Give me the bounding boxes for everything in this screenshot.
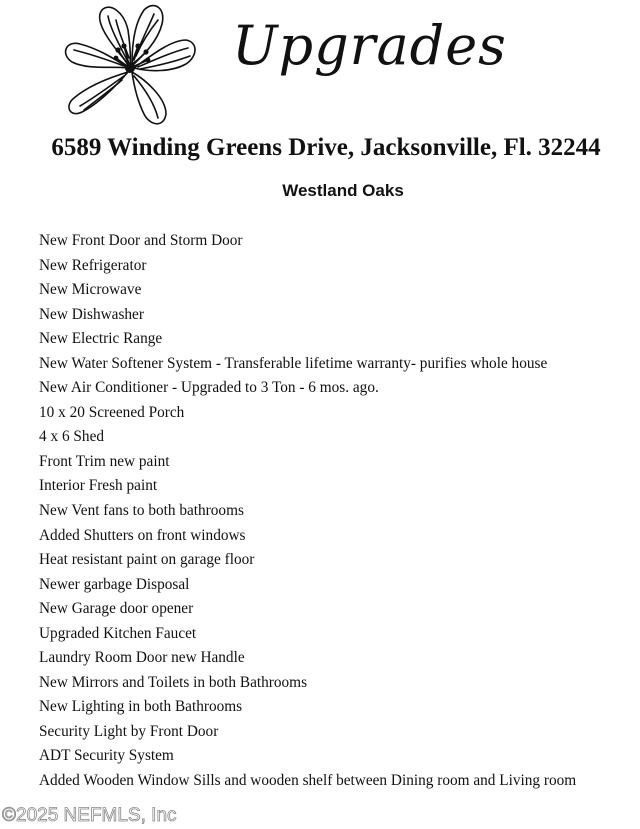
subdivision-name: Westland Oaks	[282, 181, 404, 200]
list-item: 4 x 6 Shed	[39, 428, 105, 446]
list-item: New Water Softener System - Transferable lifetime warranty- purifies whole house	[39, 354, 548, 372]
page-title: Upgrades	[232, 14, 507, 77]
list-item: New Garage door opener	[39, 600, 194, 618]
list-item: New Mirrors and Toilets in both Bathrooms	[39, 673, 308, 691]
list-item: Added Shutters on front windows	[39, 526, 246, 544]
flower-icon	[58, 0, 200, 134]
list-item: New Front Door and Storm Door	[39, 232, 243, 249]
list-item: Newer garbage Disposal	[39, 575, 190, 593]
list-item: Added Wooden Window Sills and wooden shelf between Dining room and Living room	[39, 772, 577, 790]
list-item: Laundry Room Door new Handle	[39, 649, 245, 667]
property-address: 6589 Winding Greens Drive, Jacksonville, Fl. 32244	[51, 134, 601, 161]
list-item: New Electric Range	[39, 330, 163, 348]
list-item: Interior Fresh paint	[39, 477, 158, 495]
copyright-watermark: ©2025 NEFMLS, Inc	[2, 805, 177, 826]
list-item: 10 x 20 Screened Porch	[39, 403, 185, 421]
list-item: New Lighting in both Bathrooms	[39, 698, 243, 716]
list-item: New Air Conditioner - Upgraded to 3 Ton - 6 mos. ago.	[39, 379, 379, 397]
list-item: Upgraded Kitchen Faucet	[39, 624, 197, 642]
list-item: Front Trim new paint	[39, 452, 170, 470]
list-item: New Refrigerator	[39, 256, 147, 274]
upgrades-list	[39, 229, 576, 794]
list-item: New Microwave	[39, 281, 142, 299]
list-item: Heat resistant paint on garage floor	[39, 551, 255, 569]
list-item: Security Light by Front Door	[39, 722, 219, 740]
list-item: New Vent fans to both bathrooms	[39, 502, 244, 520]
list-item: New Dishwasher	[39, 305, 144, 323]
list-item: ADT Security System	[39, 747, 174, 765]
